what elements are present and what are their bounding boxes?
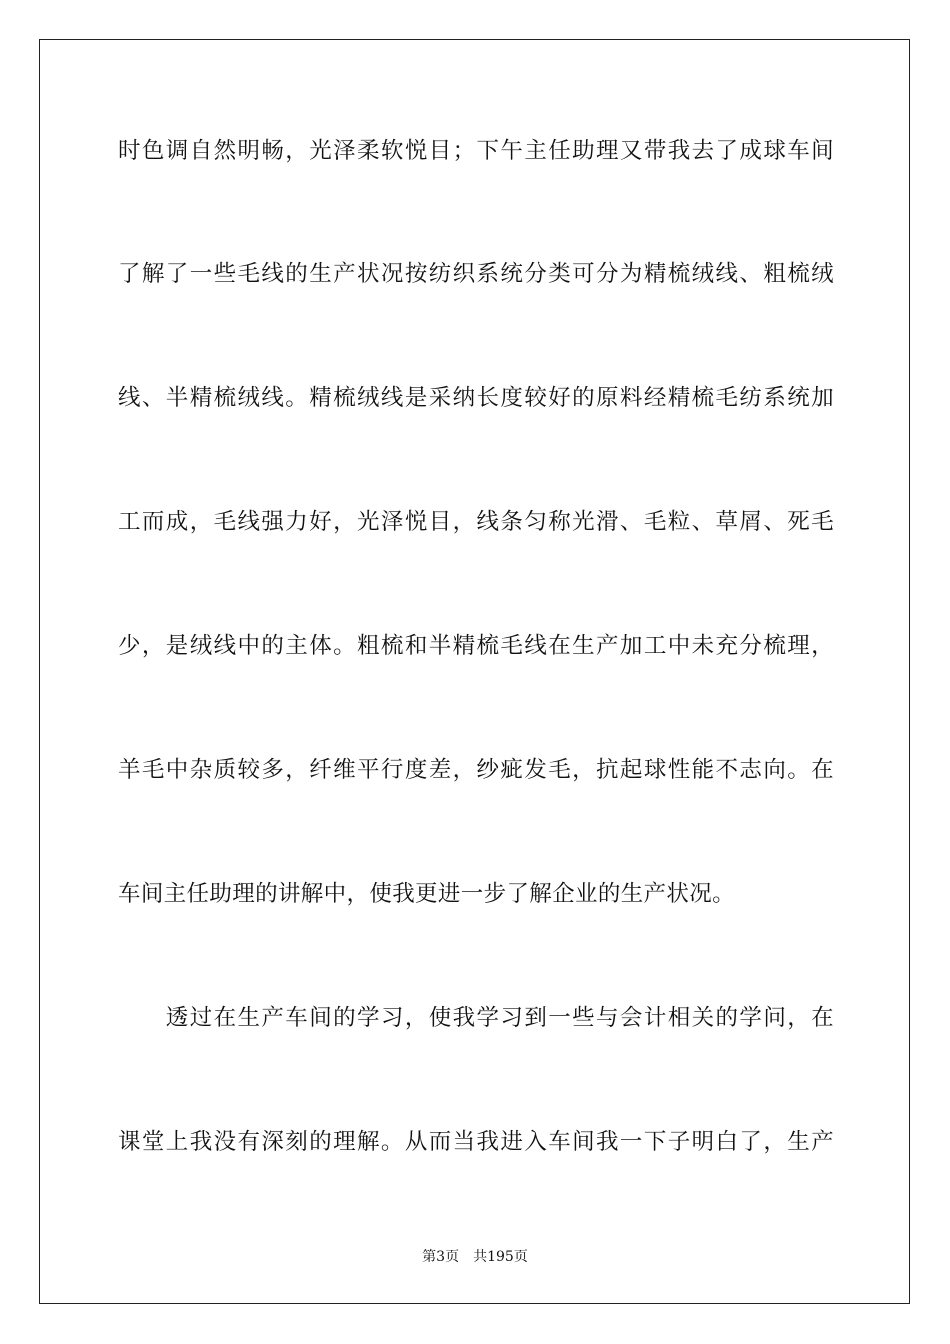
text-line-3: 线、半精梳绒线。精梳绒线是采纳长度较好的原料经精梳毛纺系统加 (118, 385, 834, 411)
text-line-8: 透过在生产车间的学习，使我学习到一些与会计相关的学问，在 (118, 1005, 834, 1031)
page-number: 第3页 (422, 1249, 460, 1265)
text-line-6: 羊毛中杂质较多，纤维平行度差，纱疵发毛，抗起球性能不志向。在 (118, 757, 834, 783)
total-pages: 共195页 (473, 1249, 528, 1265)
text-line-4: 工而成，毛线强力好，光泽悦目，线条匀称光滑、毛粒、草屑、死毛 (118, 509, 834, 535)
text-line-1: 时色调自然明畅，光泽柔软悦目；下午主任助理又带我去了成球车间 (118, 138, 834, 164)
text-line-2: 了解了一些毛线的生产状况按纺织系统分类可分为精梳绒线、粗梳绒 (118, 261, 834, 287)
page-footer (0, 1248, 950, 1266)
page-border (39, 39, 910, 1304)
text-line-7: 车间主任助理的讲解中，使我更进一步了解企业的生产状况。 (118, 881, 735, 907)
text-line-5: 少，是绒线中的主体。粗梳和半精梳毛线在生产加工中未充分梳理， (118, 633, 834, 659)
text-line-9: 课堂上我没有深刻的理解。从而当我进入车间我一下子明白了，生产 (118, 1129, 834, 1155)
